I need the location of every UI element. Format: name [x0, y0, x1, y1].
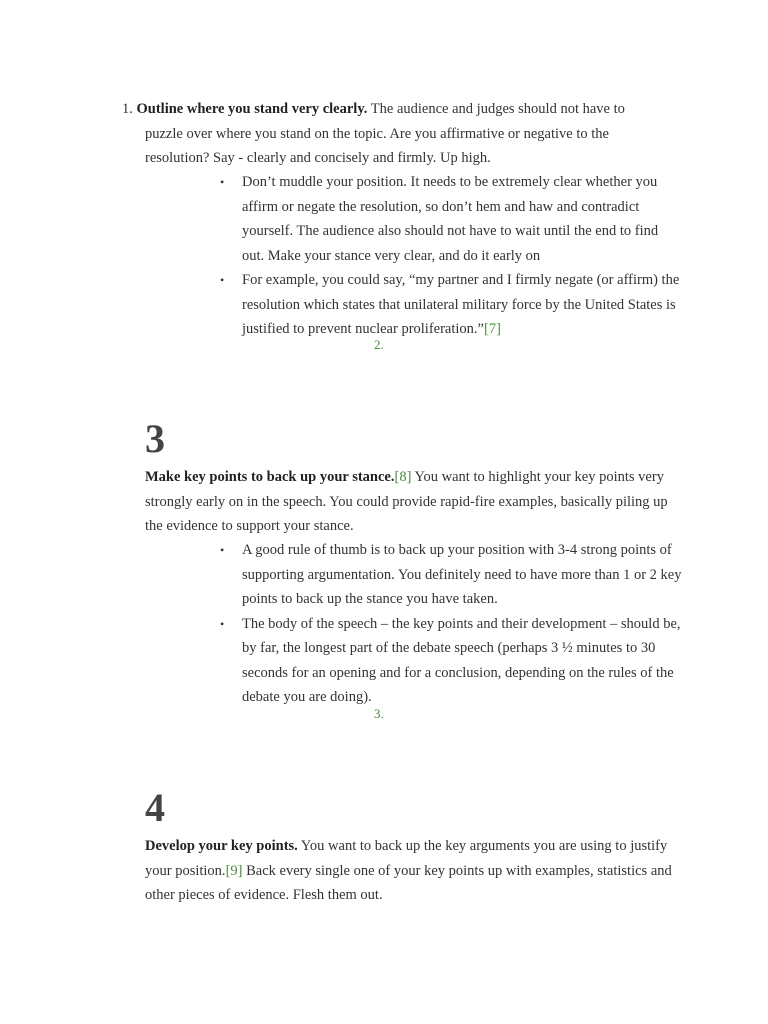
- footnote-link-9[interactable]: [9]: [225, 862, 243, 879]
- bullet-icon: •: [220, 543, 225, 557]
- step-1-paragraph: [122, 97, 682, 171]
- footnote-link-8[interactable]: [8]: [394, 469, 412, 485]
- list-item: [220, 538, 682, 612]
- bullet-icon: •: [220, 273, 225, 287]
- page-marker: 2.: [374, 337, 384, 352]
- step-number: 3: [145, 416, 165, 461]
- step-4-paragraph: [145, 834, 675, 908]
- bullet-icon: •: [220, 175, 225, 189]
- step-1-text-line3: resolution? Say - clearly and concisely and firmly. Up high.: [145, 150, 491, 166]
- step-1-heading: Outline where you stand very clearly.: [136, 101, 368, 117]
- step-1-text-line2: puzzle over where you stand on the topic. Are you affirmative or negative to the: [145, 125, 609, 142]
- step-3-bullet-list: [220, 538, 682, 710]
- step-1-bullet-list: [220, 170, 682, 342]
- step-1-text-line1: The audience and judges should not have to: [367, 101, 625, 117]
- list-item: [220, 612, 682, 710]
- list-item: [220, 170, 682, 268]
- step-3-heading: Make key points to back up your stance.: [145, 469, 395, 485]
- step-3-text: You want to highlight your key points very strongly early on in the speech. You could provide rapid-fire examples, basically piling up the evidence to support your stance.: [145, 469, 668, 534]
- step-3-paragraph: [145, 465, 675, 539]
- footnote-link-7[interactable]: [7]: [483, 321, 501, 337]
- bullet-text: A good rule of thumb is to back up your position with 3-4 strong points of supporting argumentation. You definitely need to have more than 1 or 2 key points to back up the stance you have taken.: [242, 542, 682, 607]
- step-number: 4: [145, 785, 165, 830]
- step-4-text-part2: Back every single one of your key points up with examples, statistics and other pieces of evidence. Flesh them out.: [145, 862, 672, 903]
- bullet-icon: •: [220, 616, 225, 631]
- bullet-text: Don’t muddle your position. It needs to be extremely clear whether you affirm or negate the resolution, so don’t hem and haw and contradict yourself. The audience also should not have to wait until the end to find out. Make your stance very clear, and do it early on: [242, 174, 659, 264]
- bullet-text: The body of the speech – the key points and their development – should be, by far, the longest part of the debate speech (perhaps 3 ½ minutes to 30 seconds for an opening and for a conclusion, depending on the rules of the debate you are doing).: [242, 615, 681, 705]
- step-1-marker: 1.: [122, 101, 133, 117]
- page-marker: 3.: [374, 706, 384, 721]
- list-item: [220, 268, 682, 342]
- step-4-text-part1: You want to back up the key arguments you are using to justify your position.: [145, 838, 668, 879]
- bullet-text: For example, you could say, “my partner and I firmly negate (or affirm) the resolution which states that unilateral military force by the United States is justified to prevent nuclear proliferation.”: [242, 272, 680, 337]
- step-4-heading: Develop your key points.: [145, 838, 298, 854]
